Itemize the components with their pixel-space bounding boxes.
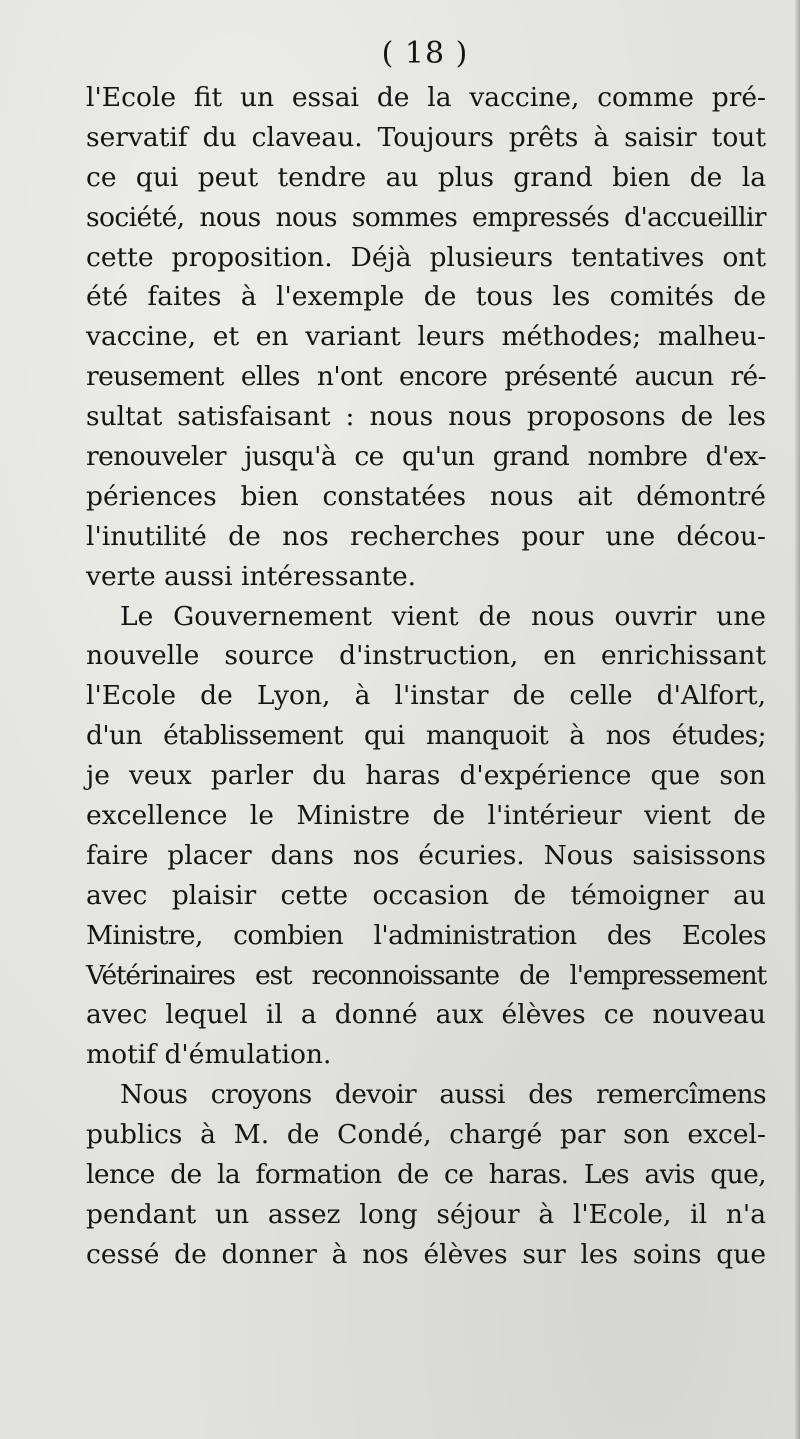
text-line: périences bien constatées nous ait démontré bbox=[86, 480, 766, 512]
body-text bbox=[86, 78, 766, 1275]
text-line: avec plaisir cette occasion de témoigner au bbox=[86, 879, 766, 911]
text-line: lence de la formation de ce haras. Les avis que, bbox=[86, 1159, 766, 1191]
text-line: l'inutilité de nos recherches pour une décou- bbox=[86, 520, 766, 552]
text-line: d'un établissement qui manquoit à nos études; bbox=[86, 720, 766, 752]
paragraph-remerciemens bbox=[86, 1075, 766, 1274]
text-line: cette proposition. Déjà plusieurs tentatives ont bbox=[86, 241, 766, 273]
paragraph-gouvernement bbox=[86, 597, 766, 1076]
text-line: sultat satisfaisant : nous nous proposons de les bbox=[86, 401, 766, 433]
text-line: verte aussi intéressante. bbox=[86, 560, 417, 592]
page-number: ( 18 ) bbox=[381, 36, 469, 71]
text-line: société, nous nous sommes empressés d'accueillir bbox=[86, 201, 766, 233]
text-line: vaccine, et en variant leurs méthodes; malheu- bbox=[86, 321, 766, 353]
text-line: Le Gouvernement vient de nous ouvrir une bbox=[120, 600, 766, 632]
text-line: Vétérinaires est reconnoissante de l'empressement bbox=[86, 959, 766, 991]
text-line: je veux parler du haras d'expérience que son bbox=[86, 760, 766, 792]
text-line: avec lequel il a donné aux élèves ce nouveau bbox=[86, 999, 766, 1031]
text-line: faire placer dans nos écuries. Nous saisissons bbox=[86, 839, 766, 871]
text-line: l'Ecole fit un essai de la vaccine, comme pré- bbox=[86, 82, 766, 113]
text-line: publics à M. de Condé, chargé par son excel- bbox=[86, 1119, 766, 1151]
text-line: l'Ecole de Lyon, à l'instar de celle d'Alfort, bbox=[86, 680, 766, 712]
text-line: renouveler jusqu'à ce qu'un grand nombre d'ex- bbox=[86, 441, 766, 473]
paragraph-vaccine bbox=[86, 78, 766, 597]
text-line: Nous croyons devoir aussi des remercîmens bbox=[120, 1079, 766, 1111]
text-line: cessé de donner à nos élèves sur les soins que bbox=[86, 1238, 766, 1270]
text-line: pendant un assez long séjour à l'Ecole, il n'a bbox=[86, 1198, 766, 1230]
text-line: été faites à l'exemple de tous les comités de bbox=[86, 281, 766, 313]
text-line: excellence le Ministre de l'intérieur vient de bbox=[86, 800, 766, 832]
text-line: servatif du claveau. Toujours prêts à saisir tout bbox=[86, 121, 766, 153]
text-line: nouvelle source d'instruction, en enrichissant bbox=[86, 640, 766, 672]
text-line: reusement elles n'ont encore présenté aucun ré- bbox=[86, 361, 766, 393]
text-line: Ministre, combien l'administration des Ecoles bbox=[86, 919, 766, 951]
text-line: motif d'émulation. bbox=[86, 1039, 332, 1071]
text-line: ce qui peut tendre au plus grand bien de la bbox=[86, 161, 766, 193]
